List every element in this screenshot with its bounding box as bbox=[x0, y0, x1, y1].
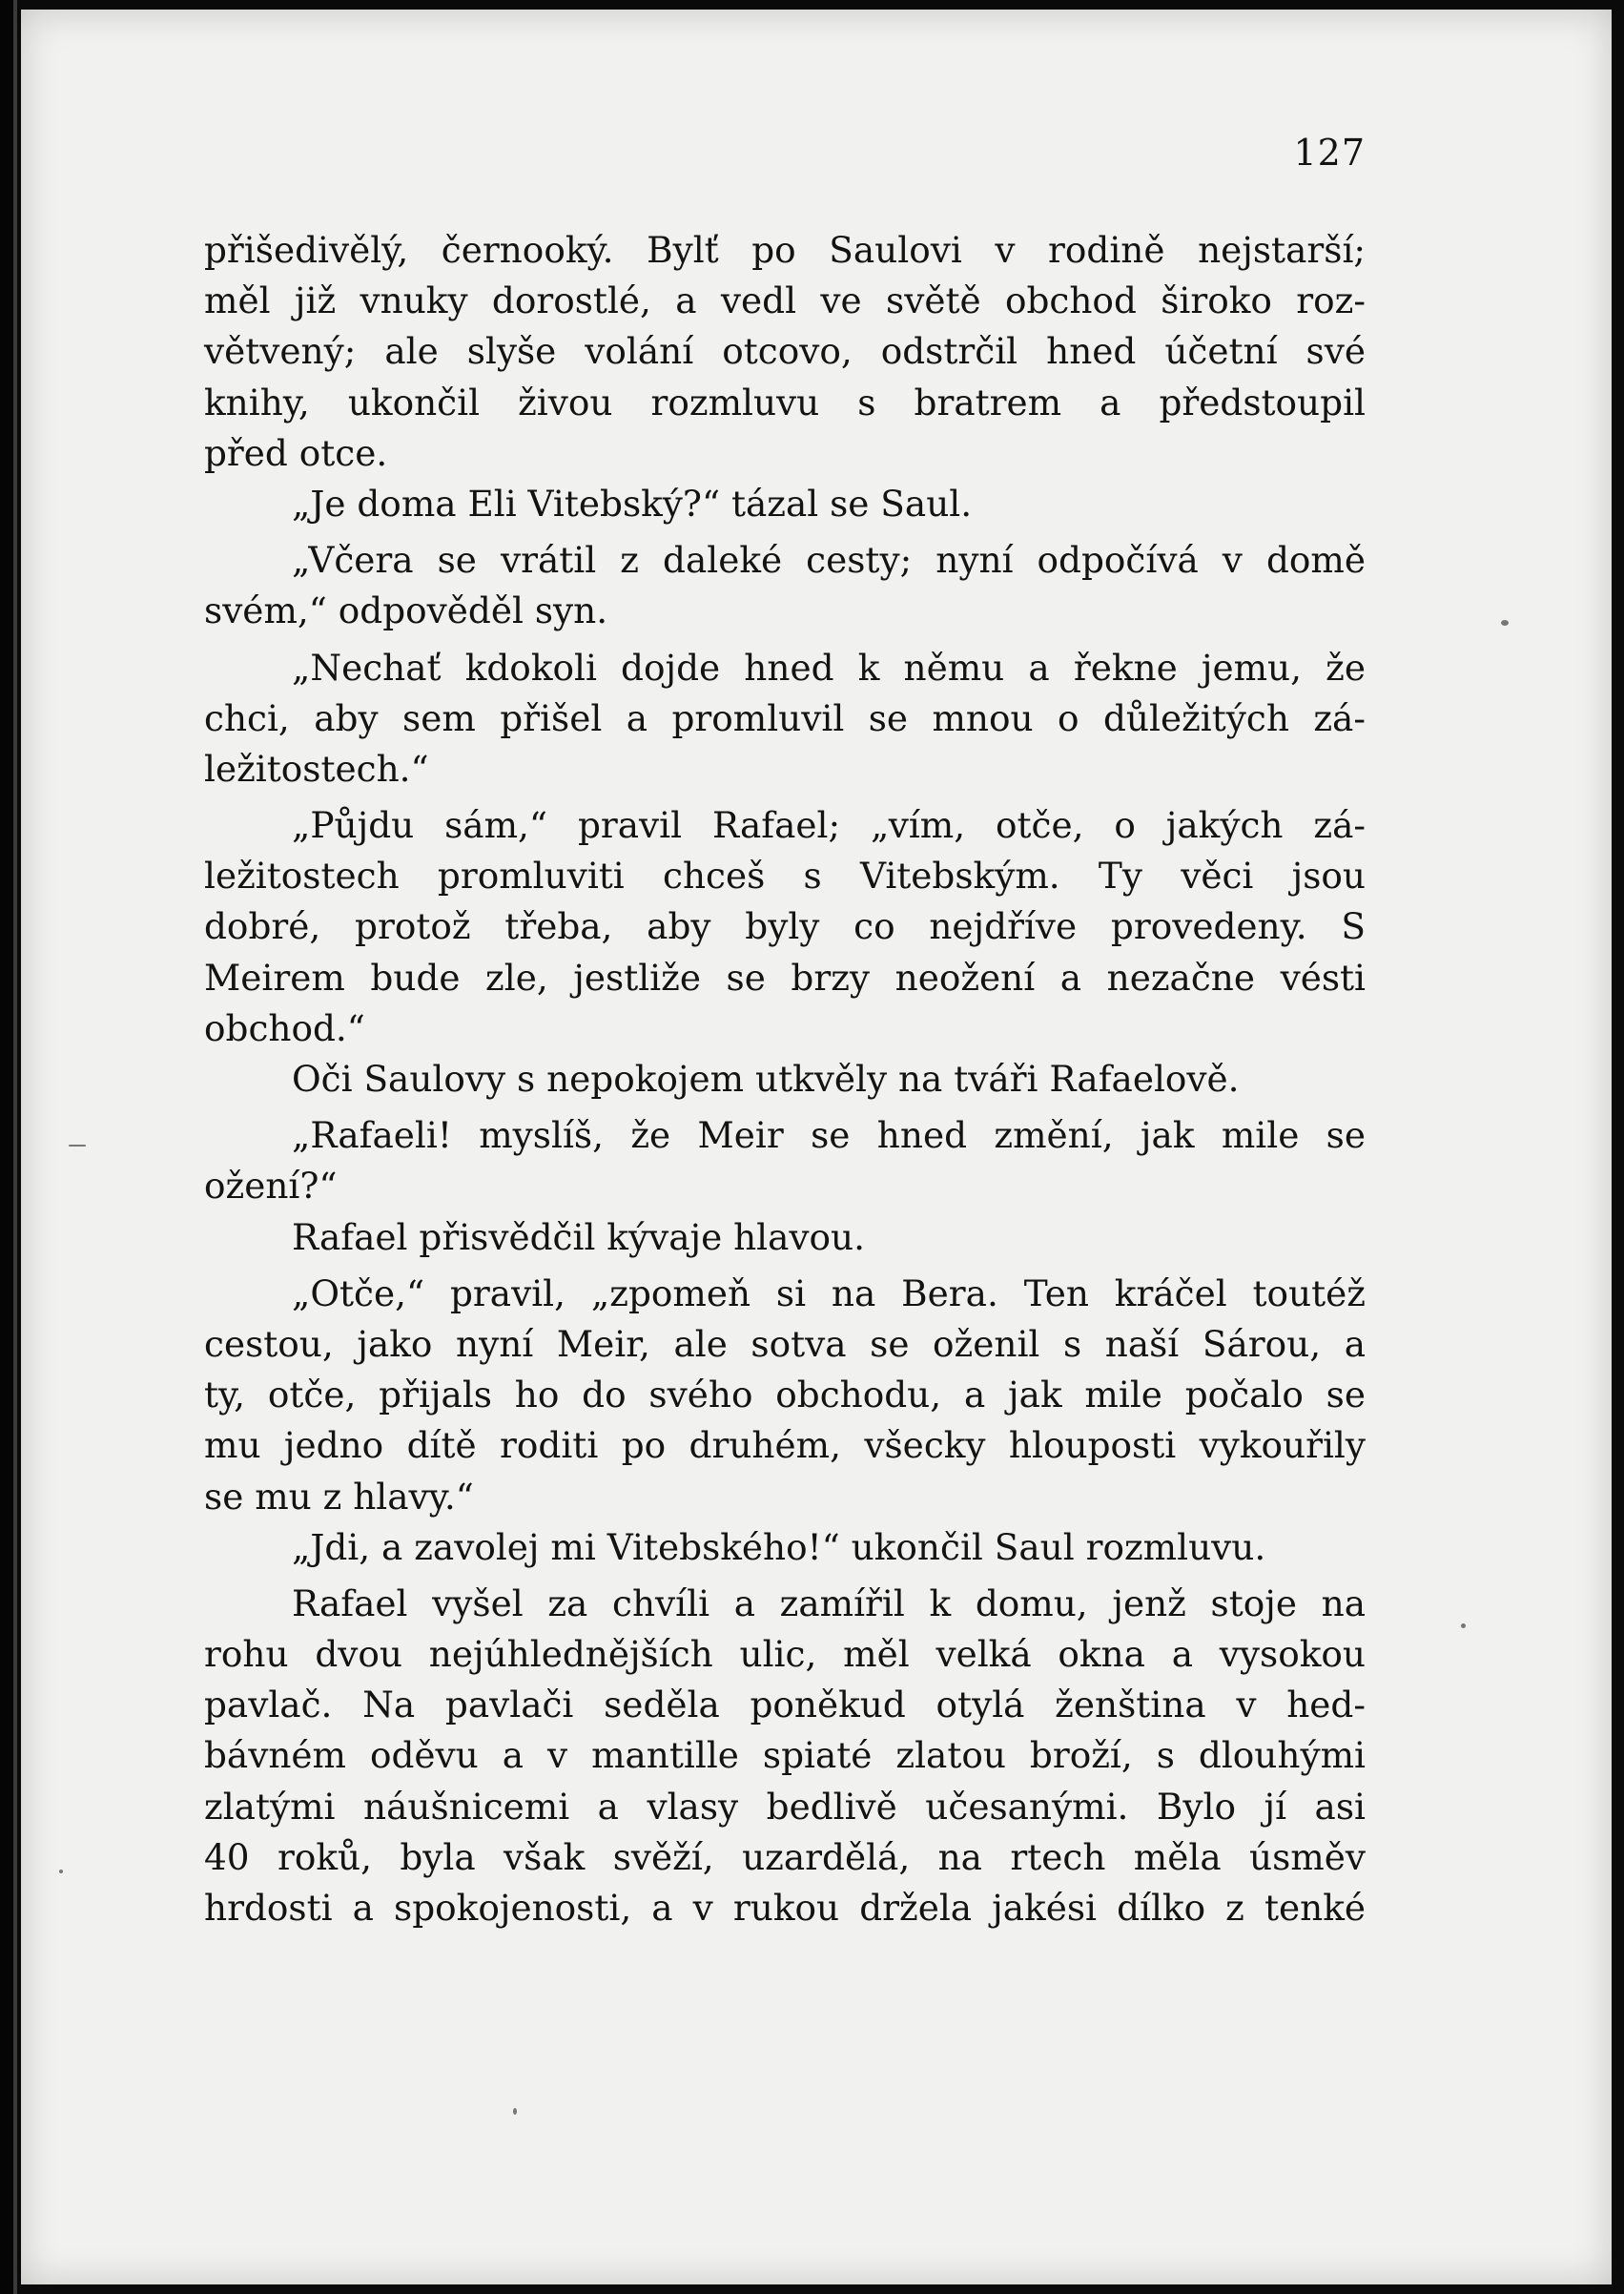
scan-speck bbox=[1461, 1623, 1466, 1628]
text-line: „Otče,“ pravil, „zpomeň si na Bera. Ten kráčel toutéž bbox=[292, 1271, 1366, 1314]
text-line: zlatými náušnicemi a vlasy bedlivě učesanými. Bylo jí asi bbox=[204, 1785, 1366, 1828]
paragraph-4 bbox=[204, 643, 1366, 796]
text-line: ležitostech promluviti chceš s Vitebským. Ty věci jsou bbox=[204, 855, 1366, 898]
text-line: Oči Saulovy s nepokojem utkvěly na tváři Rafaelově. bbox=[292, 1058, 1240, 1100]
body-text bbox=[204, 225, 1366, 1933]
text-line: „Včera se vrátil z daleké cesty; nyní odpočívá v domě bbox=[292, 539, 1366, 582]
text-line: knihy, ukončil živou rozmluvu s bratrem a předstoupil bbox=[204, 381, 1366, 424]
text-line: svém,“ odpověděl syn. bbox=[204, 589, 608, 632]
text-line: rohu dvou nejúhlednějších ulic, měl velká okna a vysokou bbox=[204, 1633, 1366, 1676]
scan-speck bbox=[69, 1145, 86, 1147]
paragraph-2 bbox=[204, 479, 1366, 529]
text-line: „Je doma Eli Vitebský?“ tázal se Saul. bbox=[292, 482, 973, 525]
paragraph-7 bbox=[204, 1110, 1366, 1211]
text-line: měl již vnuky dorostlé, a vedl ve světě obchod široko roz- bbox=[204, 279, 1366, 322]
text-line: hrdosti a spokojenosti, a v rukou držela jakési dílko z tenké bbox=[204, 1887, 1366, 1929]
text-line: pavlač. Na pavlači seděla poněkud otylá ženština v hed- bbox=[204, 1684, 1366, 1726]
text-line: obchod.“ bbox=[204, 1006, 365, 1049]
text-line: ty, otče, přijals ho do svého obchodu, a jak mile počalo se bbox=[204, 1374, 1366, 1416]
text-line: ležitostech.“ bbox=[204, 747, 429, 790]
text-line: „Nechať kdokoli dojde hned k němu a řekne jemu, že bbox=[292, 646, 1366, 689]
scan-speck bbox=[59, 1870, 63, 1873]
text-line: bávném oděvu a v mantille spiaté zlatou broží, s dlouhými bbox=[204, 1734, 1366, 1777]
paragraph-3 bbox=[204, 535, 1366, 636]
book-spine-shadow bbox=[0, 0, 13, 2294]
paragraph-11 bbox=[204, 1579, 1366, 1933]
text-line: „Jdi, a zavolej mi Vitebského!“ ukončil Saul rozmluvu. bbox=[292, 1525, 1266, 1568]
book-page bbox=[21, 10, 1612, 2284]
paragraph-8 bbox=[204, 1212, 1366, 1263]
text-line: se mu z hlavy.“ bbox=[204, 1475, 474, 1518]
text-line: před otce. bbox=[204, 431, 388, 474]
paragraph-6 bbox=[204, 1054, 1366, 1105]
text-line: cestou, jako nyní Meir, ale sotva se oženil s naší Sárou, a bbox=[204, 1322, 1366, 1365]
scan-speck bbox=[1501, 620, 1509, 626]
paragraph-9 bbox=[204, 1269, 1366, 1522]
text-line: ožení?“ bbox=[204, 1165, 338, 1208]
text-line: Meirem bude zle, jestliže se brzy neožení a nezačne vésti bbox=[204, 956, 1366, 999]
text-line: „Půjdu sám,“ pravil Rafael; „vím, otče, o jakých zá- bbox=[292, 804, 1366, 847]
paragraph-10 bbox=[204, 1522, 1366, 1573]
text-line: 40 roků, byla však svěží, uzardělá, na rtech měla úsměv bbox=[204, 1835, 1366, 1878]
paragraph-1 bbox=[204, 225, 1366, 479]
text-line: dobré, protož třeba, aby byly co nejdříve provedeny. S bbox=[204, 905, 1366, 948]
text-line: mu jedno dítě roditi po druhém, všecky hlouposti vykouřily bbox=[204, 1424, 1366, 1467]
text-line: přišedivělý, černooký. Bylť po Saulovi v rodině nejstarší; bbox=[204, 229, 1366, 271]
text-line: „Rafaeli! myslíš, že Meir se hned změní, jak mile se bbox=[292, 1114, 1366, 1157]
paragraph-5 bbox=[204, 800, 1366, 1054]
text-line: Rafael vyšel za chvíli a zamířil k domu, jenž stoje na bbox=[292, 1581, 1366, 1624]
book-spine-edge bbox=[13, 0, 17, 2294]
text-line: Rafael přisvědčil kývaje hlavou. bbox=[292, 1215, 866, 1258]
text-line: chci, aby sem přišel a promluvil se mnou o důležitých zá- bbox=[204, 696, 1366, 739]
text-line: větvený; ale slyše volání otcovo, odstrčil hned účetní své bbox=[204, 330, 1366, 373]
scan-speck bbox=[513, 2108, 517, 2115]
page-number: 127 bbox=[1293, 132, 1366, 174]
